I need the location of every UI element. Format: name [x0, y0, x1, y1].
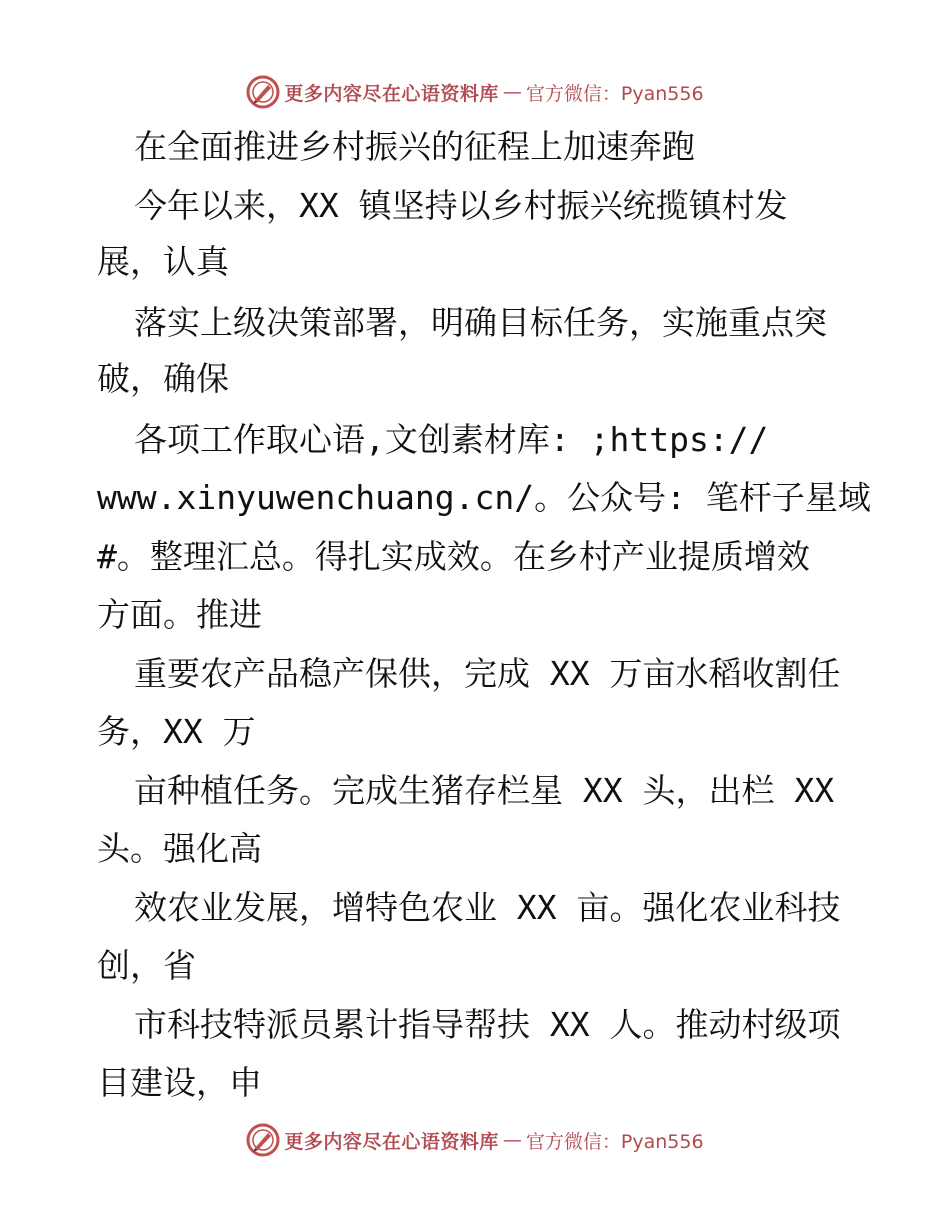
paragraph-line: 今年以来，XX 镇坚持以乡村振兴统揽镇村发: [134, 186, 788, 225]
banner-separator: —: [502, 81, 522, 103]
paragraph-line: 方面。推进: [97, 595, 262, 634]
paragraph-line: 各项工作取心语,文创素材库: ;https://: [134, 420, 769, 459]
paragraph-line: 创，省: [97, 946, 196, 985]
paragraph-line: 破，确保: [97, 359, 229, 398]
paragraph-line: www.xinyuwenchuang.cn/。公众号: 笔杆子星域: [97, 478, 871, 517]
paragraph-line: #。整理汇总。得扎实成效。在乡村产业提质增效: [97, 537, 810, 576]
banner-wechat: 官方微信：Pyan556: [525, 1130, 704, 1153]
banner-slogan: 更多内容尽在心语资料库: [284, 82, 499, 105]
paragraph-line: 务，XX 万: [97, 712, 256, 751]
paragraph-line: 效农业发展，增特色农业 XX 亩。强化农业科技: [134, 888, 841, 927]
paragraph-line: 亩种植任务。完成生猪存栏星 XX 头，出栏 XX: [134, 771, 835, 810]
footer-banner: [0, 1120, 950, 1160]
paragraph-line: 市科技特派员累计指导帮扶 XX 人。推动村级项: [134, 1005, 841, 1044]
paragraph-line: 目建设，申: [97, 1063, 262, 1102]
banner-separator: —: [502, 1129, 522, 1151]
paragraph-line: 头。强化高: [97, 829, 262, 868]
pen-logo-icon: [246, 1123, 280, 1157]
banner-slogan: 更多内容尽在心语资料库: [284, 1130, 499, 1153]
document-title: 在全面推进乡村振兴的征程上加速奔跑: [134, 127, 695, 166]
paragraph-line: 展，认真: [97, 242, 229, 281]
paragraph-line: 重要农产品稳产保供，完成 XX 万亩水稻收割任: [134, 654, 841, 693]
banner-wechat: 官方微信：Pyan556: [525, 82, 704, 105]
paragraph-line: 落实上级决策部署，明确目标任务，实施重点突: [134, 303, 827, 342]
